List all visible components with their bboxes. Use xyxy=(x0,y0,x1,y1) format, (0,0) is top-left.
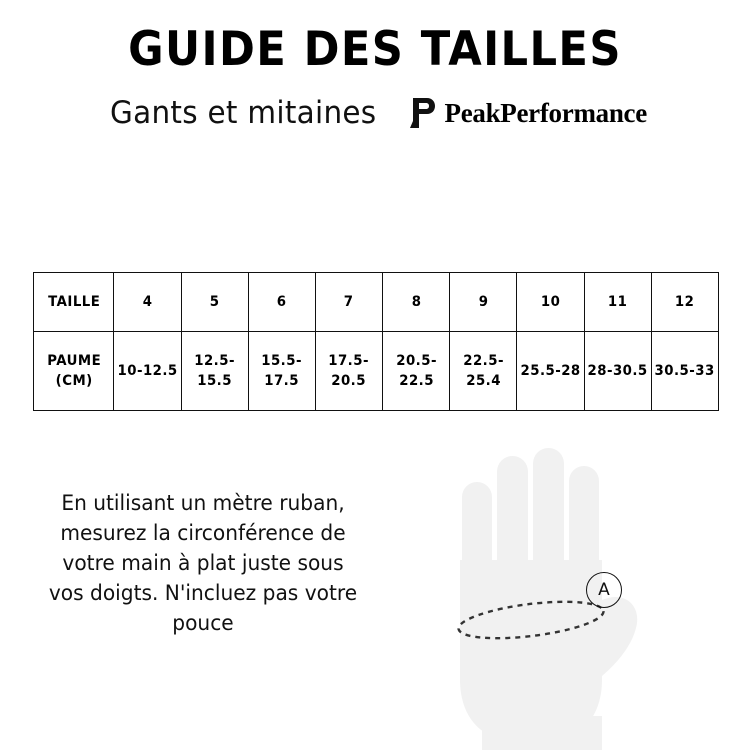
measure-marker-a: A xyxy=(586,572,622,608)
palm-cell: 15.5-17.5 xyxy=(250,332,314,411)
table-row-palm xyxy=(34,332,719,411)
subtitle-row xyxy=(0,95,750,131)
palm-cell: 22.5-25.4 xyxy=(451,332,515,411)
palm-cell: 30.5-33 xyxy=(653,332,717,411)
size-cell: 11 xyxy=(586,273,650,332)
size-cell: 12 xyxy=(653,273,717,332)
size-cell: 8 xyxy=(384,273,448,332)
size-cell: 7 xyxy=(317,273,381,332)
row-label-taille: TAILLE xyxy=(36,273,112,332)
page-subtitle: Gants et mitaines xyxy=(110,95,377,131)
hand-outline-icon xyxy=(390,440,720,750)
instructions-text: En utilisant un mètre ruban, mesurez la circonférence de votre main à plat juste sous vos doigts. N'incluez pas votre pouce xyxy=(48,491,358,636)
palm-cell: 17.5-20.5 xyxy=(317,332,381,411)
size-table xyxy=(33,272,719,411)
size-cell: 9 xyxy=(451,273,515,332)
size-cell: 10 xyxy=(519,273,583,332)
brand-name: PeakPerformance xyxy=(444,97,647,128)
palm-cell: 20.5-22.5 xyxy=(384,332,448,411)
page-title: GUIDE DES TAILLES xyxy=(128,22,622,77)
size-table-wrap xyxy=(33,272,719,411)
palm-cell: 25.5-28 xyxy=(519,332,583,411)
palm-cell: 10-12.5 xyxy=(116,332,180,411)
header xyxy=(0,0,750,131)
hand-diagram xyxy=(390,440,720,750)
size-cell: 5 xyxy=(183,273,247,332)
size-cell: 6 xyxy=(250,273,314,332)
palm-cell: 28-30.5 xyxy=(586,332,650,411)
palm-cell: 12.5-15.5 xyxy=(183,332,247,411)
brand-logo xyxy=(410,97,647,129)
row-label-paume: PAUME (CM) xyxy=(36,332,112,411)
table-row-sizes xyxy=(34,273,719,332)
peak-logo-icon xyxy=(410,97,436,129)
size-cell: 4 xyxy=(116,273,180,332)
